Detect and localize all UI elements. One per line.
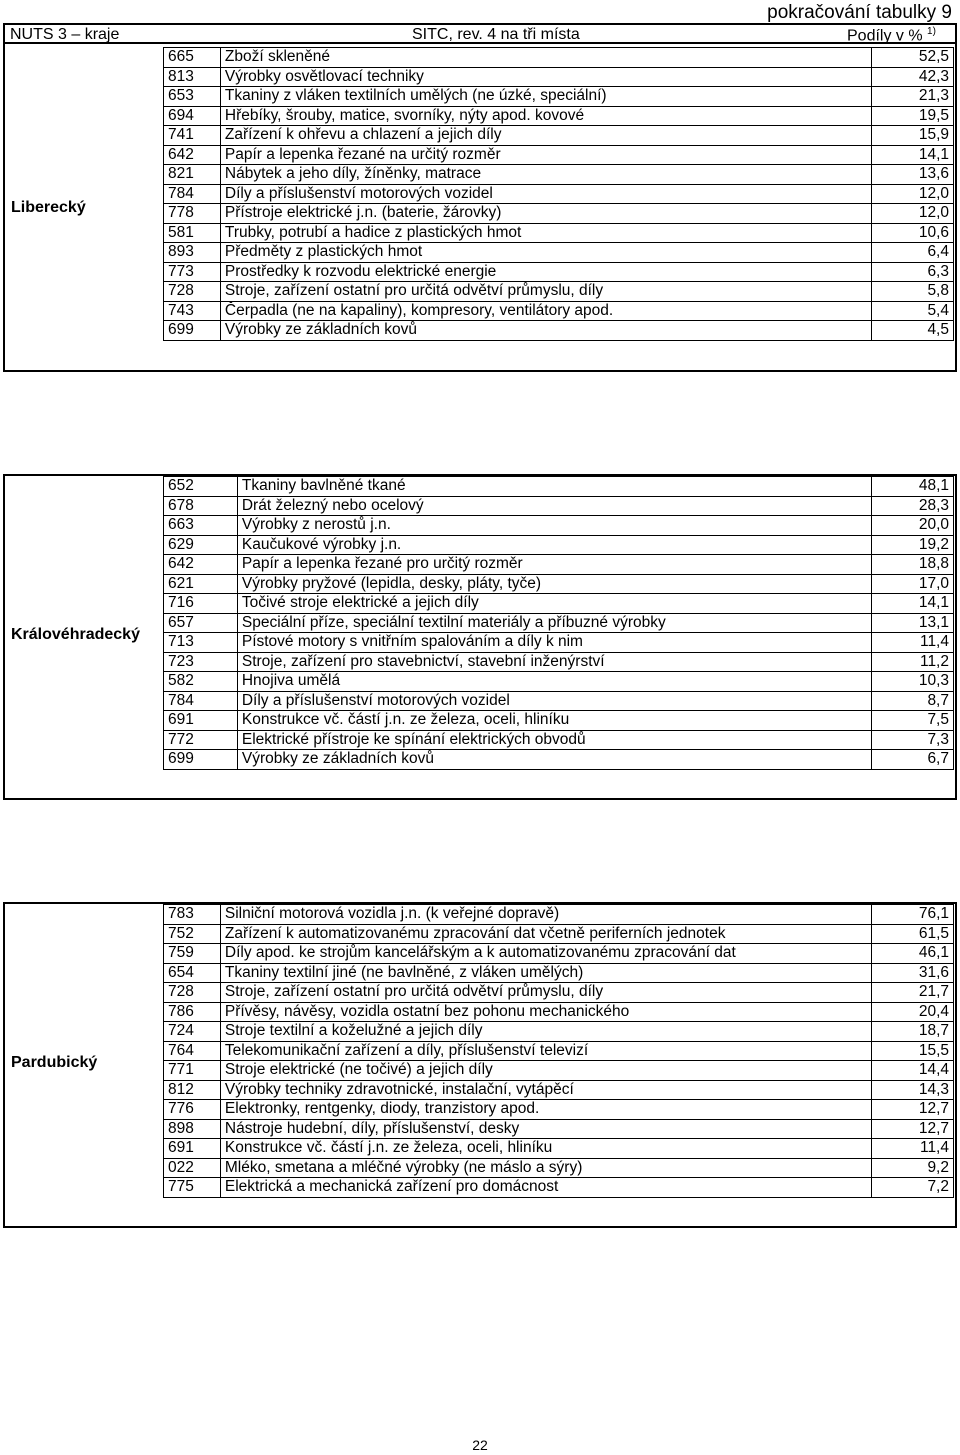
- share-value: 5,4: [872, 301, 954, 321]
- commodity-name: Elektrická a mechanická zařízení pro domácnost: [220, 1178, 871, 1198]
- table-row: [164, 691, 954, 711]
- sitc-code: 741: [164, 126, 221, 146]
- share-value: 4,5: [872, 321, 954, 341]
- sitc-code: 786: [164, 1002, 221, 1022]
- table-row: [164, 243, 954, 263]
- sitc-code: 775: [164, 1178, 221, 1198]
- header-nuts: NUTS 3 – kraje: [10, 26, 120, 43]
- commodity-name: Stroje textilní a koželužné a jejich díly: [220, 1022, 871, 1042]
- commodity-name: Pístové motory s vnitřním spalováním a díly k nim: [237, 633, 871, 653]
- share-value: 15,9: [872, 126, 954, 146]
- table-row: [164, 204, 954, 224]
- table-row: [164, 1139, 954, 1159]
- sitc-code: 699: [164, 321, 221, 341]
- share-value: 20,0: [872, 516, 954, 536]
- table-row: [164, 924, 954, 944]
- table-row: [164, 1002, 954, 1022]
- table-row: [164, 1119, 954, 1139]
- sitc-code: 784: [164, 691, 238, 711]
- sitc-code: 743: [164, 301, 221, 321]
- share-value: 18,8: [872, 555, 954, 575]
- sitc-code: 642: [164, 145, 221, 165]
- commodity-name: Stroje, zařízení pro stavebnictví, stavební inženýrství: [237, 652, 871, 672]
- commodity-name: Točivé stroje elektrické a jejich díly: [237, 594, 871, 614]
- region-name: Pardubický: [11, 1054, 98, 1071]
- commodity-name: Kaučukové výrobky j.n.: [237, 535, 871, 555]
- sitc-code: 653: [164, 87, 221, 107]
- commodity-name: Přístroje elektrické j.n. (baterie, žárovky): [220, 204, 871, 224]
- commodity-name: Předměty z plastických hmot: [220, 243, 871, 263]
- table-row: [164, 633, 954, 653]
- commodity-name: Stroje, zařízení ostatní pro určitá odvětví průmyslu, díly: [220, 282, 871, 302]
- share-value: 6,3: [872, 262, 954, 282]
- share-value: 14,4: [872, 1061, 954, 1081]
- commodity-name: Výrobky ze základních kovů: [237, 750, 871, 770]
- commodity-name: Díly a příslušenství motorových vozidel: [237, 691, 871, 711]
- share-value: 13,6: [872, 165, 954, 185]
- commodity-name: Konstrukce vč. částí j.n. ze železa, oceli, hliníku: [220, 1139, 871, 1159]
- commodity-name: Papír a lepenka řezané na určitý rozměr: [220, 145, 871, 165]
- table-row: [164, 516, 954, 536]
- table-row: [164, 535, 954, 555]
- commodity-name: Hřebíky, šrouby, matice, svorníky, nýty apod. kovové: [220, 106, 871, 126]
- share-value: 11,4: [872, 1139, 954, 1159]
- sitc-code: 621: [164, 574, 238, 594]
- commodity-name: Čerpadla (ne na kapaliny), kompresory, ventilátory apod.: [220, 301, 871, 321]
- table-row: [164, 67, 954, 87]
- share-value: 19,5: [872, 106, 954, 126]
- sitc-code: 773: [164, 262, 221, 282]
- page-number: 22: [472, 1437, 488, 1453]
- share-value: 17,0: [872, 574, 954, 594]
- commodity-name: Výrobky z nerostů j.n.: [237, 516, 871, 536]
- commodity-name: Nástroje hudební, díly, příslušenství, desky: [220, 1119, 871, 1139]
- commodity-name: Zařízení k ohřevu a chlazení a jejich díly: [220, 126, 871, 146]
- commodity-name: Hnojiva umělá: [237, 672, 871, 692]
- sitc-code: 771: [164, 1061, 221, 1081]
- sitc-code: 783: [164, 905, 221, 925]
- share-value: 48,1: [872, 477, 954, 497]
- share-value: 14,3: [872, 1080, 954, 1100]
- share-value: 61,5: [872, 924, 954, 944]
- share-value: 8,7: [872, 691, 954, 711]
- share-value: 10,3: [872, 672, 954, 692]
- table-header: [3, 23, 957, 44]
- commodity-name: Elektronky, rentgenky, diody, tranzistory apod.: [220, 1100, 871, 1120]
- share-value: 42,3: [872, 67, 954, 87]
- share-value: 11,4: [872, 633, 954, 653]
- share-value: 12,7: [872, 1119, 954, 1139]
- table-row: [164, 126, 954, 146]
- commodity-name: Výrobky osvětlovací techniky: [220, 67, 871, 87]
- region-name: Liberecký: [11, 199, 86, 216]
- sitc-code: 582: [164, 672, 238, 692]
- commodity-name: Speciální příze, speciální textilní materiály a příbuzné výrobky: [237, 613, 871, 633]
- table-row: [164, 652, 954, 672]
- share-value: 5,8: [872, 282, 954, 302]
- share-value: 14,1: [872, 145, 954, 165]
- table-row: [164, 184, 954, 204]
- share-value: 13,1: [872, 613, 954, 633]
- commodity-name: Konstrukce vč. částí j.n. ze železa, oceli, hliníku: [237, 711, 871, 731]
- share-value: 11,2: [872, 652, 954, 672]
- commodity-name: Silniční motorová vozidla j.n. (k veřejné dopravě): [220, 905, 871, 925]
- commodity-name: Díly a příslušenství motorových vozidel: [220, 184, 871, 204]
- commodity-name: Drát železný nebo ocelový: [237, 496, 871, 516]
- items-table-kralovehradecky: [163, 476, 954, 770]
- table-row: [164, 594, 954, 614]
- commodity-name: Nábytek a jeho díly, žíněnky, matrace: [220, 165, 871, 185]
- table-row: [164, 262, 954, 282]
- share-value: 21,7: [872, 983, 954, 1003]
- commodity-name: Výrobky pryžové (lepidla, desky, pláty, tyče): [237, 574, 871, 594]
- table-row: [164, 1080, 954, 1100]
- commodity-name: Přívěsy, návěsy, vozidla ostatní bez pohonu mechanického: [220, 1002, 871, 1022]
- commodity-name: Telekomunikační zařízení a díly, příslušenství televizí: [220, 1041, 871, 1061]
- share-value: 46,1: [872, 944, 954, 964]
- commodity-name: Stroje elektrické (ne točivé) a jejich díly: [220, 1061, 871, 1081]
- share-value: 6,7: [872, 750, 954, 770]
- commodity-name: Prostředky k rozvodu elektrické energie: [220, 262, 871, 282]
- share-value: 15,5: [872, 1041, 954, 1061]
- share-value: 12,0: [872, 184, 954, 204]
- sitc-code: 713: [164, 633, 238, 653]
- sitc-code: 716: [164, 594, 238, 614]
- sitc-code: 898: [164, 1119, 221, 1139]
- table-row: [164, 223, 954, 243]
- share-value: 19,2: [872, 535, 954, 555]
- table-row: [164, 944, 954, 964]
- table-row: [164, 48, 954, 68]
- table-row: [164, 477, 954, 497]
- sitc-code: 665: [164, 48, 221, 68]
- share-value: 20,4: [872, 1002, 954, 1022]
- share-value: 31,6: [872, 963, 954, 983]
- sitc-code: 728: [164, 282, 221, 302]
- sitc-code: 663: [164, 516, 238, 536]
- table-row: [164, 106, 954, 126]
- share-value: 7,5: [872, 711, 954, 731]
- sitc-code: 652: [164, 477, 238, 497]
- table-row: [164, 1178, 954, 1198]
- sitc-code: 728: [164, 983, 221, 1003]
- share-value: 76,1: [872, 905, 954, 925]
- sitc-code: 629: [164, 535, 238, 555]
- table-row: [164, 983, 954, 1003]
- commodity-name: Výrobky techniky zdravotnické, instalační, vytápěcí: [220, 1080, 871, 1100]
- items-table-liberecky: [163, 47, 954, 341]
- sitc-code: 691: [164, 711, 238, 731]
- table-row: [164, 711, 954, 731]
- sitc-code: 752: [164, 924, 221, 944]
- share-value: 6,4: [872, 243, 954, 263]
- commodity-name: Zboží skleněné: [220, 48, 871, 68]
- commodity-name: Stroje, zařízení ostatní pro určitá odvětví průmyslu, díly: [220, 983, 871, 1003]
- sitc-code: 581: [164, 223, 221, 243]
- table-row: [164, 282, 954, 302]
- sitc-code: 691: [164, 1139, 221, 1159]
- commodity-name: Výrobky ze základních kovů: [220, 321, 871, 341]
- share-value: 10,6: [872, 223, 954, 243]
- sitc-code: 022: [164, 1158, 221, 1178]
- table-row: [164, 613, 954, 633]
- header-share: Podíly v % $^{1)}$: [847, 26, 936, 45]
- items-table-pardubicky: [163, 904, 954, 1198]
- sitc-code: 812: [164, 1080, 221, 1100]
- commodity-name: Díly apod. ke strojům kancelářským a k automatizovanému zpracování dat: [220, 944, 871, 964]
- sitc-code: 694: [164, 106, 221, 126]
- sitc-code: 772: [164, 730, 238, 750]
- commodity-name: Tkaniny textilní jiné (ne bavlněné, z vláken umělých): [220, 963, 871, 983]
- commodity-name: Papír a lepenka řezané pro určitý rozměr: [237, 555, 871, 575]
- sitc-code: 778: [164, 204, 221, 224]
- sitc-code: 813: [164, 67, 221, 87]
- commodity-name: Mléko, smetana a mléčné výrobky (ne máslo a sýry): [220, 1158, 871, 1178]
- sitc-code: 764: [164, 1041, 221, 1061]
- table-row: [164, 1100, 954, 1120]
- sitc-code: 657: [164, 613, 238, 633]
- table-row: [164, 321, 954, 341]
- sitc-code: 784: [164, 184, 221, 204]
- share-value: 14,1: [872, 594, 954, 614]
- commodity-name: Tkaniny z vláken textilních umělých (ne úzké, speciální): [220, 87, 871, 107]
- region-name: Královéhradecký: [11, 626, 140, 643]
- table-row: [164, 87, 954, 107]
- table-row: [164, 905, 954, 925]
- table-row: [164, 496, 954, 516]
- header-sitc: SITC, rev. 4 na tři místa: [412, 26, 580, 43]
- table-row: [164, 672, 954, 692]
- table-row: [164, 145, 954, 165]
- table-row: [164, 555, 954, 575]
- table-row: [164, 1041, 954, 1061]
- table-row: [164, 574, 954, 594]
- share-value: 52,5: [872, 48, 954, 68]
- table-row: [164, 730, 954, 750]
- table-row: [164, 165, 954, 185]
- sitc-code: 776: [164, 1100, 221, 1120]
- table-row: [164, 750, 954, 770]
- commodity-name: Tkaniny bavlněné tkané: [237, 477, 871, 497]
- sitc-code: 654: [164, 963, 221, 983]
- table-row: [164, 1158, 954, 1178]
- sitc-code: 642: [164, 555, 238, 575]
- share-value: 12,7: [872, 1100, 954, 1120]
- table-row: [164, 301, 954, 321]
- sitc-code: 724: [164, 1022, 221, 1042]
- share-value: 18,7: [872, 1022, 954, 1042]
- sitc-code: 699: [164, 750, 238, 770]
- share-value: 28,3: [872, 496, 954, 516]
- table-row: [164, 963, 954, 983]
- share-value: 9,2: [872, 1158, 954, 1178]
- share-value: 7,3: [872, 730, 954, 750]
- share-value: 7,2: [872, 1178, 954, 1198]
- sitc-code: 759: [164, 944, 221, 964]
- commodity-name: Zařízení k automatizovanému zpracování dat včetně periferních jednotek: [220, 924, 871, 944]
- sitc-code: 893: [164, 243, 221, 263]
- sitc-code: 723: [164, 652, 238, 672]
- commodity-name: Elektrické přístroje ke spínání elektrických obvodů: [237, 730, 871, 750]
- continuation-note: pokračování tabulky 9: [767, 2, 952, 23]
- share-value: 12,0: [872, 204, 954, 224]
- share-value: 21,3: [872, 87, 954, 107]
- commodity-name: Trubky, potrubí a hadice z plastických hmot: [220, 223, 871, 243]
- table-row: [164, 1022, 954, 1042]
- sitc-code: 678: [164, 496, 238, 516]
- sitc-code: 821: [164, 165, 221, 185]
- table-row: [164, 1061, 954, 1081]
